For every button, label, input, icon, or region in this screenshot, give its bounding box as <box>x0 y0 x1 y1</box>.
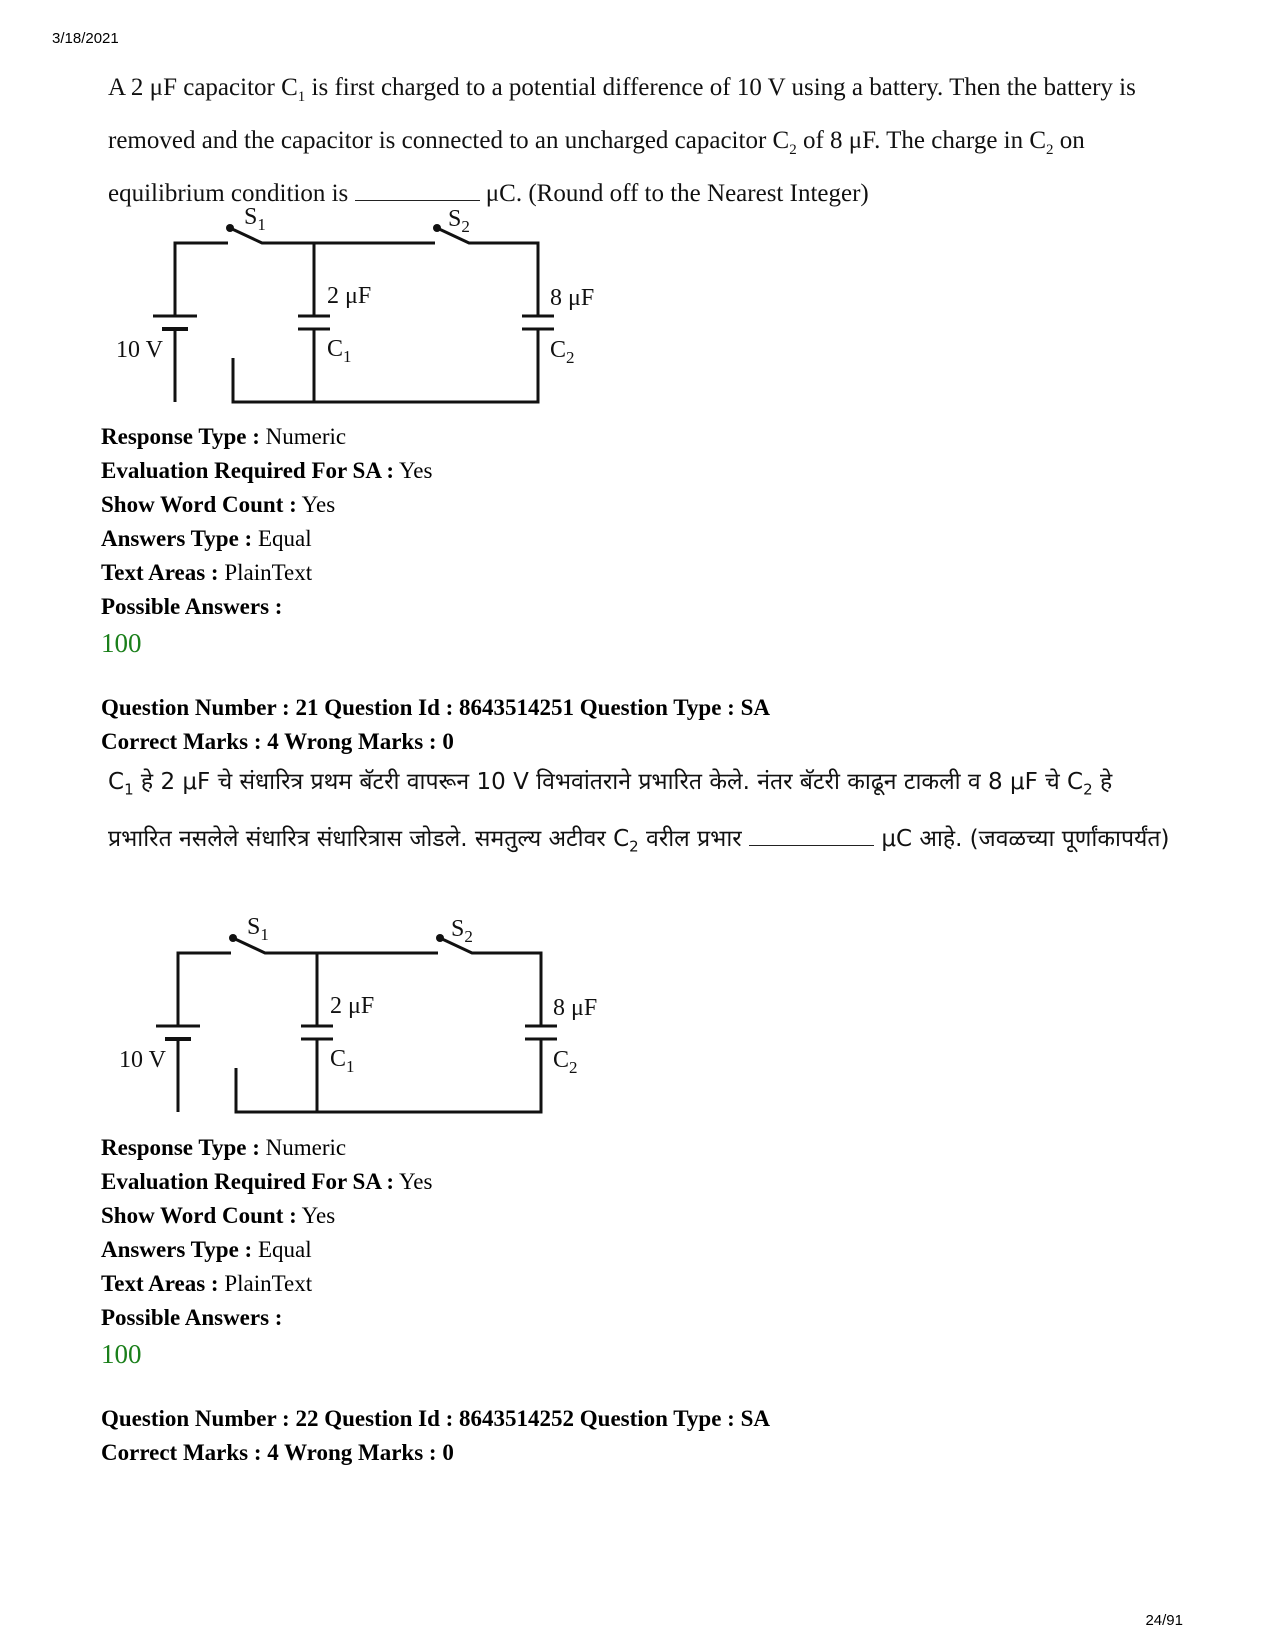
s1-pivot <box>229 934 237 942</box>
q21-text-part: हे प्रभारित नसलेले संधारित्र संधारित्रास जोडले. समतुल्य अटीवर C <box>108 769 1113 852</box>
meta-value: Numeric <box>259 1135 347 1160</box>
battery-label: 10 V <box>119 1047 166 1073</box>
meta-value: Yes <box>296 1203 336 1228</box>
meta-label: Evaluation Required For SA : <box>101 458 395 483</box>
q20-circuit-diagram <box>100 200 640 410</box>
answer-blank <box>355 180 480 201</box>
meta-label: Text Areas : <box>101 560 219 585</box>
c1-label: $C_1$ <box>330 1046 355 1076</box>
question-info: Question Number : 22 Question Id : 8643514252 Question Type : SA <box>101 1406 770 1431</box>
q20-meta <box>101 420 432 660</box>
q20-text-part: A 2 μF capacitor C <box>108 74 298 101</box>
text-areas-row <box>101 1267 432 1301</box>
s1-label: $S_1$ <box>244 204 266 234</box>
q20-subscript: 1 <box>297 89 306 105</box>
meta-value: Yes <box>394 458 433 483</box>
evaluation-row <box>101 1165 432 1199</box>
bottom-wire <box>236 1068 541 1112</box>
meta-label: Possible Answers : <box>101 594 283 619</box>
left-wire <box>178 953 231 1026</box>
q21-text-part: वरील प्रभार <box>638 825 750 852</box>
meta-label: Show Word Count : <box>101 1203 297 1228</box>
q20-subscript: 2 <box>789 142 797 158</box>
bottom-wire <box>233 358 538 402</box>
meta-label: Possible Answers : <box>101 1305 283 1330</box>
q20-subscript: 2 <box>1046 142 1054 158</box>
c1-value-label: 2 μF <box>330 993 375 1019</box>
marks-info: Correct Marks : 4 Wrong Marks : 0 <box>101 1440 454 1465</box>
c1-label: $C_1$ <box>327 336 352 366</box>
left-wire <box>175 243 228 316</box>
marks-info: Correct Marks : 4 Wrong Marks : 0 <box>101 729 454 754</box>
word-count-row <box>101 488 432 522</box>
s2-label: $S_2$ <box>451 916 473 946</box>
question-20-text <box>108 66 1178 215</box>
response-type-row <box>101 420 432 454</box>
question-22-header <box>101 1402 770 1470</box>
q21-text-part: C <box>108 769 125 795</box>
switch-s2-wire <box>440 938 541 1026</box>
response-type-row <box>101 1131 432 1165</box>
meta-value: PlainText <box>218 1271 313 1296</box>
evaluation-row <box>101 454 432 488</box>
meta-value: Equal <box>252 526 312 551</box>
s2-pivot <box>436 934 444 942</box>
word-count-row <box>101 1199 432 1233</box>
q20-text-part: on equilibrium condition is <box>108 127 1085 207</box>
s2-pivot <box>433 224 441 232</box>
q21-subscript: 1 <box>124 780 134 799</box>
meta-label: Response Type : <box>101 424 260 449</box>
meta-value: PlainText <box>218 560 313 585</box>
q20-text-part: of 8 μF. The charge in C <box>796 127 1047 154</box>
question-info: Question Number : 21 Question Id : 8643514251 Question Type : SA <box>101 695 770 720</box>
answer-blank <box>749 825 874 846</box>
s2-label: $S_2$ <box>448 206 470 236</box>
question-21-header <box>101 691 770 759</box>
q21-meta <box>101 1131 432 1371</box>
meta-label: Response Type : <box>101 1135 260 1160</box>
meta-label: Show Word Count : <box>101 492 297 517</box>
meta-value: Numeric <box>259 424 347 449</box>
page-number: 24/91 <box>1145 1612 1183 1629</box>
meta-value: Equal <box>252 1237 312 1262</box>
meta-label: Evaluation Required For SA : <box>101 1169 395 1194</box>
s1-pivot <box>226 224 234 232</box>
question-21-text <box>108 758 1178 871</box>
print-date: 3/18/2021 <box>52 30 119 47</box>
q21-text-part: हे 2 μF चे संधारित्र प्रथम बॅटरी वापरून 10 V विभवांतराने प्रभारित केले. नंतर बॅटरी काढून टाकली व 8 μF चे C <box>133 769 1084 795</box>
q20-text-part: μC. (Round off to the Nearest Integer) <box>479 180 869 207</box>
possible-answers-row <box>101 1301 432 1335</box>
meta-value: Yes <box>394 1169 433 1194</box>
possible-answer-value: 100 <box>101 1339 142 1369</box>
meta-value: Yes <box>296 492 336 517</box>
c2-label: $C_2$ <box>550 337 575 367</box>
q21-subscript: 2 <box>629 837 639 856</box>
switch-s2-wire <box>437 228 538 316</box>
possible-answer-value: 100 <box>101 628 142 658</box>
s1-label: $S_1$ <box>247 914 269 944</box>
answers-type-row <box>101 522 432 556</box>
answers-type-row <box>101 1233 432 1267</box>
q21-subscript: 2 <box>1083 780 1093 799</box>
c2-value-label: 8 μF <box>550 285 595 311</box>
meta-label: Answers Type : <box>101 1237 253 1262</box>
meta-label: Text Areas : <box>101 1271 219 1296</box>
c2-label: $C_2$ <box>553 1047 578 1077</box>
meta-label: Answers Type : <box>101 526 253 551</box>
text-areas-row <box>101 556 432 590</box>
c1-value-label: 2 μF <box>327 283 372 309</box>
c2-value-label: 8 μF <box>553 995 598 1021</box>
q20-text-part: is first charged to a potential difference of 10 V using a battery. Then the battery is removed and the capacitor is connected to an uncharged capacitor C <box>108 74 1136 154</box>
possible-answers-row <box>101 590 432 624</box>
q21-circuit-diagram <box>103 910 643 1120</box>
q21-text-part: μC आहे. (जवळच्या पूर्णांकापर्यंत) <box>874 825 1170 852</box>
battery-label: 10 V <box>116 337 163 363</box>
